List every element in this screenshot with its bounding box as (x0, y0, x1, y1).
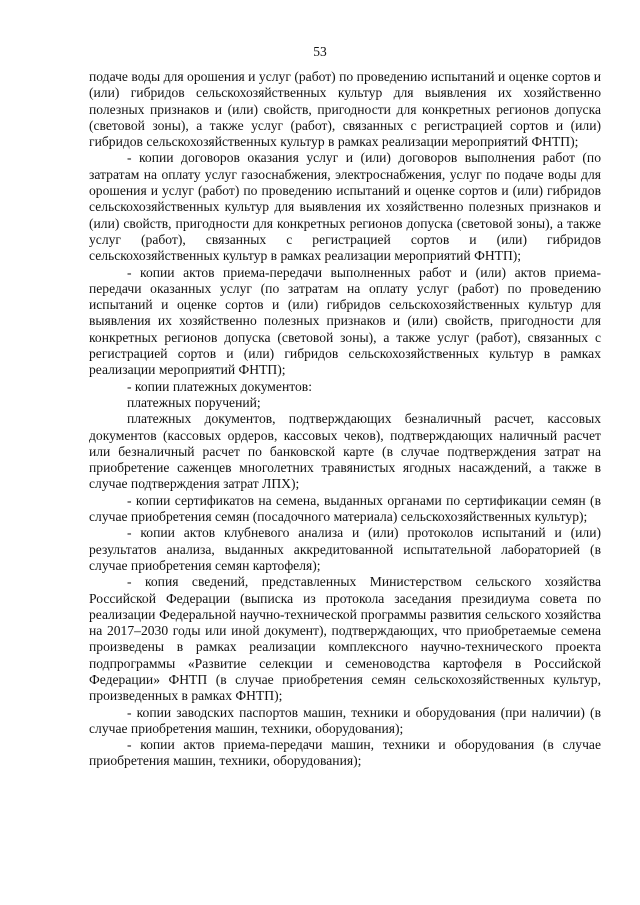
page-number: 53 (313, 44, 327, 59)
paragraph-seed-certificates: - копии сертификатов на семена, выданных органами по сертификации семян (в случае приобретения семян (посадочного материала) сельскохозяйственных культур); (89, 492, 601, 525)
paragraph-machinery-acceptance: - копии актов приема-передачи машин, техники и оборудования (в случае приобретения машин, техники, оборудования); (89, 737, 601, 769)
paragraph-service-contracts: - копии договоров оказания услуг и (или) договоров выполнения работ (по затратам на оплату услуг газоснабжения, электроснабжения, услуг по подаче воды для орошения и услуг (работ) по проведению испытаний и оценке сортов и (или) гибридов сельскохозяйственных культур для выявления их хозяйственно полезных признаков и (или) свойств, пригодности для конкретных регионов допуска (световой зоны), а также услуг (работ), связанных с регистрацией сортов и (или) гибридов сельскохозяйственных культур в рамках реализации мероприятий ФНТП); (89, 150, 601, 264)
paragraph-tuber-analysis: - копии актов клубневого анализа и (или) протоколов испытаний и (или) результатов анализа, выданных аккредитованной испытательной лабораторией (в случае приобретения семян картофеля); (89, 525, 601, 573)
paragraph-ministry-information: - копия сведений, представленных Министерством сельского хозяйства Российской Федерации (выписка из протокола заседания президиума совета по реализации Федеральной научно-технической программы развития сельского хозяйства на 2017–2030 годы или иной документ), подтверждающих, что приобретаемые семена произведены в рамках реализации комплексного научно-технического проекта подпрограммы «Развитие селекции и семеноводства картофеля в Российской Федерации» ФНТП (в случае приобретения семян сельскохозяйственных культур, произведенных в рамках ФНТП); (89, 574, 601, 704)
paragraph-payment-documents: - копии платежных документов: (127, 378, 312, 394)
document-body (89, 69, 601, 770)
paragraph-payment-orders: платежных поручений; (127, 394, 261, 410)
paragraph-factory-passports: - копии заводских паспортов машин, техники и оборудования (при наличии) (в случае приобретения машин, техники, оборудования); (89, 704, 601, 736)
paragraph-continuation: подаче воды для орошения и услуг (работ) по проведению испытаний и оценке сортов и (или) гибридов сельскохозяйственных культур для выявления их хозяйственно полезных признаков и (или) свойств, пригодности для конкретных регионов допуска (световой зоны), а также услуг (работ), связанных с регистрацией сортов и (или) гибридов сельскохозяйственных культур в рамках реализации мероприятий ФНТП); (89, 69, 601, 150)
paragraph-acceptance-acts: - копии актов приема-передачи выполненных работ и (или) актов приема-передачи оказанных услуг (по затратам на оплату услуг (работ) по проведению испытаний и оценке сортов и (или) гибридов сельскохозяйственных культур для выявления их хозяйственно полезных признаков и (или) свойств, пригодности для конкретных регионов допуска (световой зоны), а также услуг (работ), связанных с регистрацией сортов и (или) гибридов сельскохозяйственных культур в рамках реализации мероприятий ФНТП); (89, 264, 601, 378)
paragraph-cashless-documents: платежных документов, подтверждающих безналичный расчет, кассовых документов (кассовых ордеров, кассовых чеков), подтверждающих наличный расчет или безналичный расчет по банковской карте (в случае подтверждения затрат на приобретение саженцев многолетних травянистых ягодных насаждений, а также в случае подтверждения затрат ЛПХ); (89, 411, 601, 492)
